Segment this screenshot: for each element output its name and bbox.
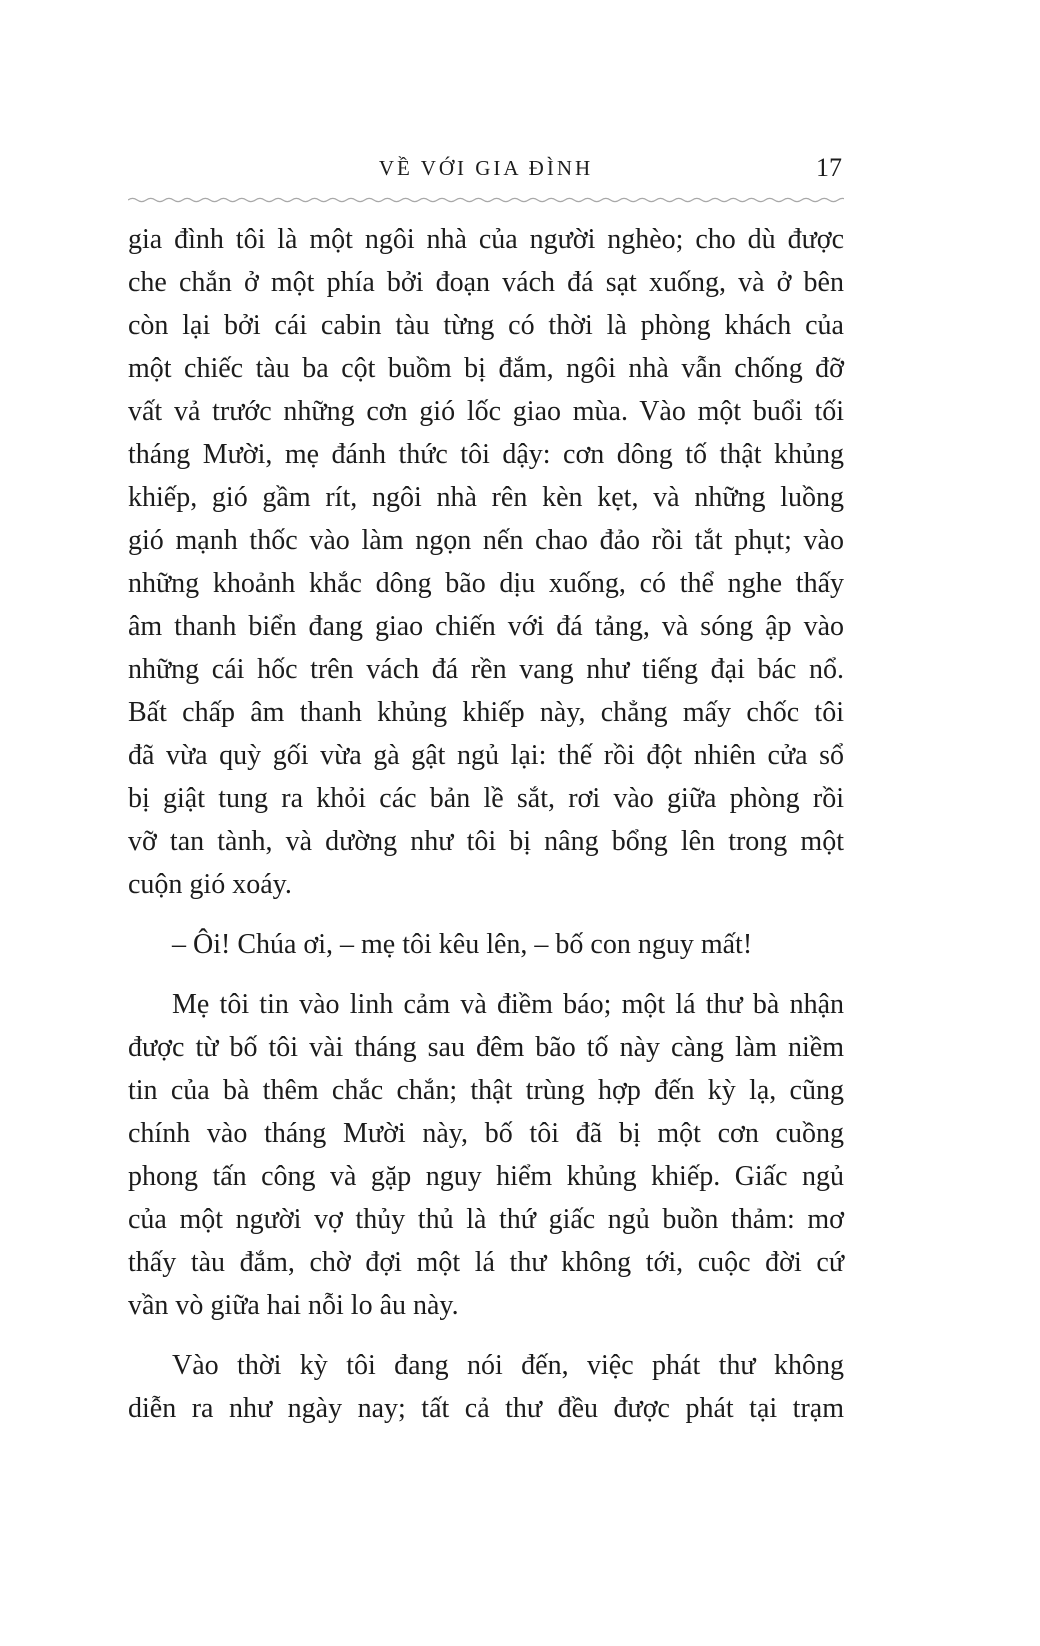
text-line: diễn ra như ngày nay; tất cả thư đều được phát tại trạm [128, 1393, 844, 1424]
text-line: còn lại bởi cái cabin tàu từng có thời là phòng khách của [128, 310, 844, 341]
page-header [128, 150, 844, 186]
text-line: chính vào tháng Mười này, bố tôi đã bị một cơn cuồng [128, 1118, 844, 1149]
paragraph [128, 983, 844, 1327]
text-line: một chiếc tàu ba cột buồm bị đắm, ngôi nhà vẫn chống đỡ [128, 353, 844, 384]
text-line: khiếp, gió gầm rít, ngôi nhà rên kèn kẹt, và những luồng [128, 482, 844, 513]
text-line: đã vừa quỳ gối vừa gà gật ngủ lại: thế rồi đột nhiên cửa sổ [128, 740, 844, 771]
text-line: được từ bố tôi vài tháng sau đêm bão tố này càng làm niềm [128, 1032, 844, 1063]
text-line: vần vò giữa hai nỗi lo âu này. [128, 1290, 459, 1321]
wavy-divider-path [128, 198, 844, 201]
page-number: 17 [816, 153, 842, 182]
text-line: thấy tàu đắm, chờ đợi một lá thư không tới, cuộc đời cứ [128, 1247, 844, 1278]
text-line: vỡ tan tành, và dường như tôi bị nâng bổng lên trong một [128, 826, 844, 857]
text-line: bị giật tung ra khỏi các bản lề sắt, rơi vào giữa phòng rồi [128, 783, 844, 814]
text-line: phong tấn công và gặp nguy hiểm khủng khiếp. Giấc ngủ [128, 1161, 844, 1192]
text-line: những khoảnh khắc dông bão dịu xuống, có thể nghe thấy [128, 568, 844, 599]
text-line: tin của bà thêm chắc chắn; thật trùng hợp đến kỳ lạ, cũng [128, 1075, 844, 1106]
text-line: âm thanh biển đang giao chiến với đá tảng, và sóng ập vào [128, 611, 844, 642]
text-line: gió mạnh thốc vào làm ngọn nến chao đảo rồi tắt phụt; vào [128, 525, 844, 556]
text-line: của một người vợ thủy thủ là thứ giấc ngủ buồn thảm: mơ [128, 1204, 844, 1235]
text-line: – Ôi! Chúa ơi, – mẹ tôi kêu lên, – bố con nguy mất! [172, 929, 753, 960]
body-text [128, 218, 844, 1430]
text-line: tháng Mười, mẹ đánh thức tôi dậy: cơn dông tố thật khủng [128, 439, 844, 470]
text-line: cuộn gió xoáy. [128, 869, 292, 900]
running-head-title: VỀ VỚI GIA ĐÌNH [378, 156, 594, 180]
wavy-divider-svg [128, 195, 844, 204]
wavy-divider [128, 195, 844, 204]
text-line: vất vả trước những cơn gió lốc giao mùa. Vào một buổi tối [128, 396, 844, 427]
text-line: Vào thời kỳ tôi đang nói đến, việc phát thư không [172, 1350, 844, 1381]
text-line: những cái hốc trên vách đá rền vang như tiếng đại bác nổ. [128, 654, 844, 685]
paragraph [128, 218, 844, 906]
content-column [128, 150, 844, 1430]
text-line: gia đình tôi là một ngôi nhà của người nghèo; cho dù được [128, 224, 844, 255]
text-line: che chắn ở một phía bởi đoạn vách đá sạt xuống, và ở bên [128, 267, 844, 298]
text-line: Bất chấp âm thanh khủng khiếp này, chẳng mấy chốc tôi [128, 697, 844, 728]
paragraph-dialogue [128, 923, 844, 966]
text-line: Mẹ tôi tin vào linh cảm và điềm báo; một lá thư bà nhận [172, 989, 844, 1020]
paragraph [128, 1344, 844, 1430]
